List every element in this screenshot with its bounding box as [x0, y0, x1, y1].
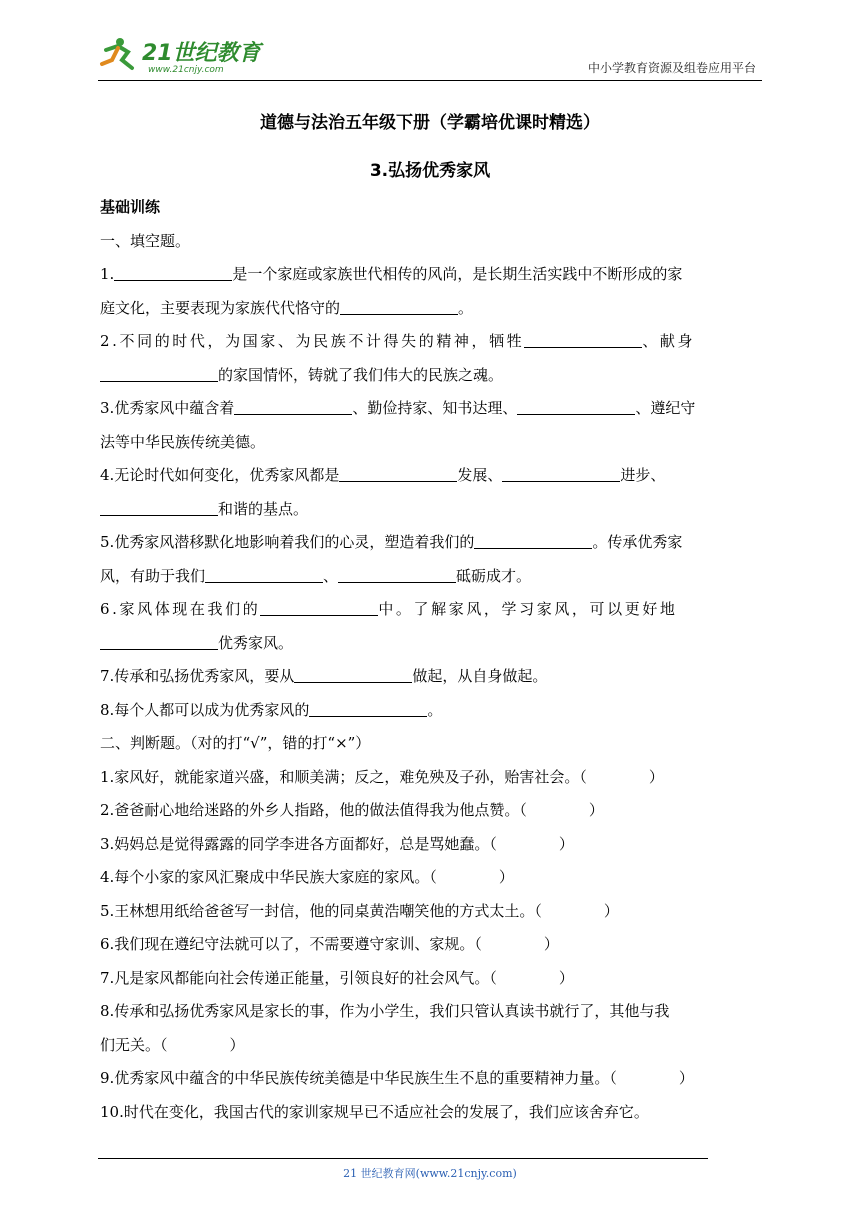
question-3-cont: 法等中华民族传统美德。: [100, 432, 266, 451]
question-2-cont: 的家国情怀，铸就了我们伟大的民族之魂。: [100, 359, 762, 393]
question-7: 7.传承和弘扬优秀家风，要从 做起，从自身做起。: [100, 660, 762, 694]
judgement-5: 5.王林想用纸给爸爸写一封信，他的同桌黄浩嘲笑他的方式太土。（ ）: [100, 901, 619, 920]
answer-blank[interactable]: [338, 563, 456, 583]
site-name: 中小学教育资源及组卷应用平台: [587, 61, 756, 75]
true-false-heading: 二、判断题。（对的打“√”，错的打“×”）: [100, 734, 371, 752]
question-8: 8.每个人都可以成为优秀家风的 。: [100, 694, 762, 728]
question-6: 6.家风体现在我们的 中。了解家风，学习家风，可以更好地: [100, 593, 762, 627]
document-title: 道德与法治五年级下册（学霸培优课时精选）: [260, 113, 600, 133]
answer-blank[interactable]: [205, 563, 323, 583]
footer-divider: [98, 1158, 708, 1159]
answer-blank[interactable]: [309, 697, 427, 717]
answer-blank[interactable]: [114, 261, 232, 281]
judgement-7: 7.凡是家风都能向社会传递正能量，引领良好的社会风气。（ ）: [100, 968, 574, 987]
answer-blank[interactable]: [294, 663, 412, 683]
logo-text: 21世纪教育: [142, 41, 261, 66]
question-4: 4.无论时代如何变化，优秀家风都是 发展、 进步、: [100, 459, 762, 493]
judgement-2: 2.爸爸耐心地给迷路的外乡人指路，他的做法值得我为他点赞。（ ）: [100, 801, 604, 819]
question-2: 2.不同的时代，为国家、为民族不计得失的精神，牺牲 、献身: [100, 325, 762, 359]
lesson-title: 3.弘扬优秀家风: [369, 161, 491, 181]
question-6-cont: 优秀家风。: [100, 627, 762, 661]
answer-blank[interactable]: [260, 596, 378, 616]
answer-blank[interactable]: [100, 630, 218, 650]
question-5: 5.优秀家风潜移默化地影响着我们的心灵，塑造着我们的 。传承优秀家: [100, 526, 762, 560]
page-header: [98, 34, 762, 81]
answer-blank[interactable]: [339, 462, 457, 482]
answer-blank[interactable]: [340, 295, 458, 315]
judgement-8-cont: 们无关。（ ）: [100, 1035, 245, 1054]
answer-blank[interactable]: [100, 362, 218, 382]
judgement-1: 1.家风好，就能家道兴盛，和顺美满；反之，难免殃及子孙，贻害社会。（ ）: [100, 767, 664, 786]
logo: [98, 34, 298, 78]
answer-blank[interactable]: [524, 328, 642, 348]
judgement-8: 8.传承和弘扬优秀家风是家长的事，作为小学生，我们只管认真读书就行了，其他与我: [100, 1002, 670, 1020]
judgement-9: 9.优秀家风中蕴含的中华民族传统美德是中华民族生生不息的重要精神力量。（ ）: [100, 1069, 694, 1087]
answer-blank[interactable]: [502, 462, 620, 482]
answer-blank[interactable]: [474, 529, 592, 549]
judgement-4: 4.每个小家的家风汇聚成中华民族大家庭的家风。（ ）: [100, 868, 514, 886]
footer-text[interactable]: 21 世纪教育网(www.21cnjy.com): [343, 1167, 517, 1180]
answer-blank[interactable]: [234, 395, 352, 415]
judgement-6: 6.我们现在遵纪守法就可以了，不需要遵守家训、家规。（ ）: [100, 935, 559, 953]
worksheet-content: [100, 191, 762, 1129]
judgement-3: 3.妈妈总是觉得露露的同学李进各方面都好，总是骂她蠢。（ ）: [100, 834, 574, 853]
logo-url: www.21cnjy.com: [148, 65, 224, 75]
question-1-cont: 庭文化，主要表现为家族代代恪守的 。: [100, 292, 762, 326]
fill-blank-heading: 一、填空题。: [100, 231, 191, 250]
runner-icon: [102, 38, 132, 68]
question-4-cont: 和谐的基点。: [100, 493, 762, 527]
question-5-cont: 风，有助于我们 、 砥砺成才。: [100, 560, 762, 594]
answer-blank[interactable]: [517, 395, 635, 415]
question-3: 3.优秀家风中蕴含着 、勤俭持家、知书达理、 、遵纪守: [100, 392, 762, 426]
section-heading: 基础训练: [100, 198, 161, 216]
question-1: 1. 是一个家庭或家族世代相传的风尚，是长期生活实践中不断形成的家: [100, 258, 762, 292]
judgement-10: 10.时代在变化，我国古代的家训家规早已不适应社会的发展了，我们应该舍弃它。: [100, 1102, 649, 1121]
answer-blank[interactable]: [100, 496, 218, 516]
